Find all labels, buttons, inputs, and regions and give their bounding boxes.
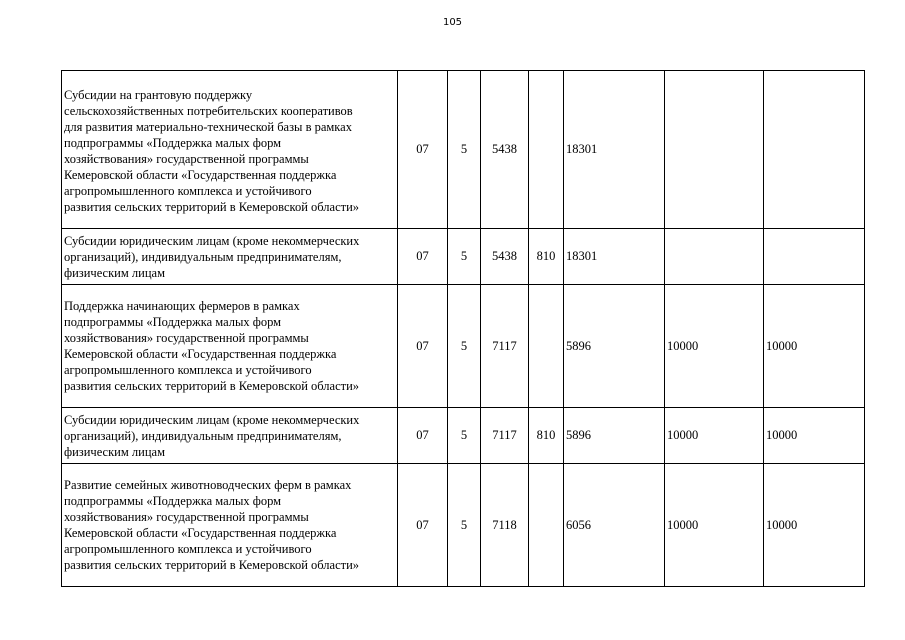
- subsection-code: 5: [448, 229, 481, 285]
- section-code: 07: [398, 285, 448, 408]
- section-code: 07: [398, 408, 448, 464]
- table-row: [62, 71, 865, 229]
- subsection-code: 5: [448, 71, 481, 229]
- row-name: Развитие семейных животноводческих ферм в рамках подпрограммы «Поддержка малых форм хозяйствования» государственной программы Кемеровской области «Государственная поддержка агропромышленного комплекса и устойчивого развития сельских территорий в Кемеровской области»: [62, 464, 398, 587]
- expense-type-code: [529, 285, 564, 408]
- target-code: 7117: [481, 408, 529, 464]
- amount-1: 5896: [564, 285, 665, 408]
- table-row: [62, 464, 865, 587]
- target-code: 5438: [481, 229, 529, 285]
- row-name: Субсидии юридическим лицам (кроме некоммерческих организаций), индивидуальным предпринимателям, физическим лицам: [62, 229, 398, 285]
- expense-type-code: 810: [529, 229, 564, 285]
- subsection-code: 5: [448, 285, 481, 408]
- target-code: 7118: [481, 464, 529, 587]
- page-number: 105: [442, 17, 463, 28]
- expense-type-code: [529, 464, 564, 587]
- amount-1: 5896: [564, 408, 665, 464]
- amount-3: 10000: [764, 408, 865, 464]
- amount-3: 10000: [764, 285, 865, 408]
- table-row: [62, 285, 865, 408]
- amount-3: 10000: [764, 464, 865, 587]
- section-code: 07: [398, 464, 448, 587]
- amount-2: [665, 229, 764, 285]
- amount-2: 10000: [665, 464, 764, 587]
- row-name: Поддержка начинающих фермеров в рамках подпрограммы «Поддержка малых форм хозяйствования» государственной программы Кемеровской области «Государственная поддержка агропромышленного комплекса и устойчивого развития сельских территорий в Кемеровской области»: [62, 285, 398, 408]
- section-code: 07: [398, 71, 448, 229]
- target-code: 7117: [481, 285, 529, 408]
- row-name: Субсидии юридическим лицам (кроме некоммерческих организаций), индивидуальным предпринимателям, физическим лицам: [62, 408, 398, 464]
- expense-type-code: [529, 71, 564, 229]
- amount-2: 10000: [665, 408, 764, 464]
- amount-1: 6056: [564, 464, 665, 587]
- amount-1: 18301: [564, 229, 665, 285]
- budget-table: [61, 70, 865, 587]
- amount-3: [764, 71, 865, 229]
- target-code: 5438: [481, 71, 529, 229]
- table-row: [62, 408, 865, 464]
- amount-2: [665, 71, 764, 229]
- amount-2: 10000: [665, 285, 764, 408]
- subsection-code: 5: [448, 464, 481, 587]
- row-name: Субсидии на грантовую поддержку сельскохозяйственных потребительских кооперативов для развития материально-технической базы в рамках подпрограммы «Поддержка малых форм хозяйствования» государственной программы Кемеровской области «Государственная поддержка агропромышленного комплекса и устойчивого развития сельских территорий в Кемеровской области»: [62, 71, 398, 229]
- subsection-code: 5: [448, 408, 481, 464]
- section-code: 07: [398, 229, 448, 285]
- amount-1: 18301: [564, 71, 665, 229]
- amount-3: [764, 229, 865, 285]
- expense-type-code: 810: [529, 408, 564, 464]
- table-row: [62, 229, 865, 285]
